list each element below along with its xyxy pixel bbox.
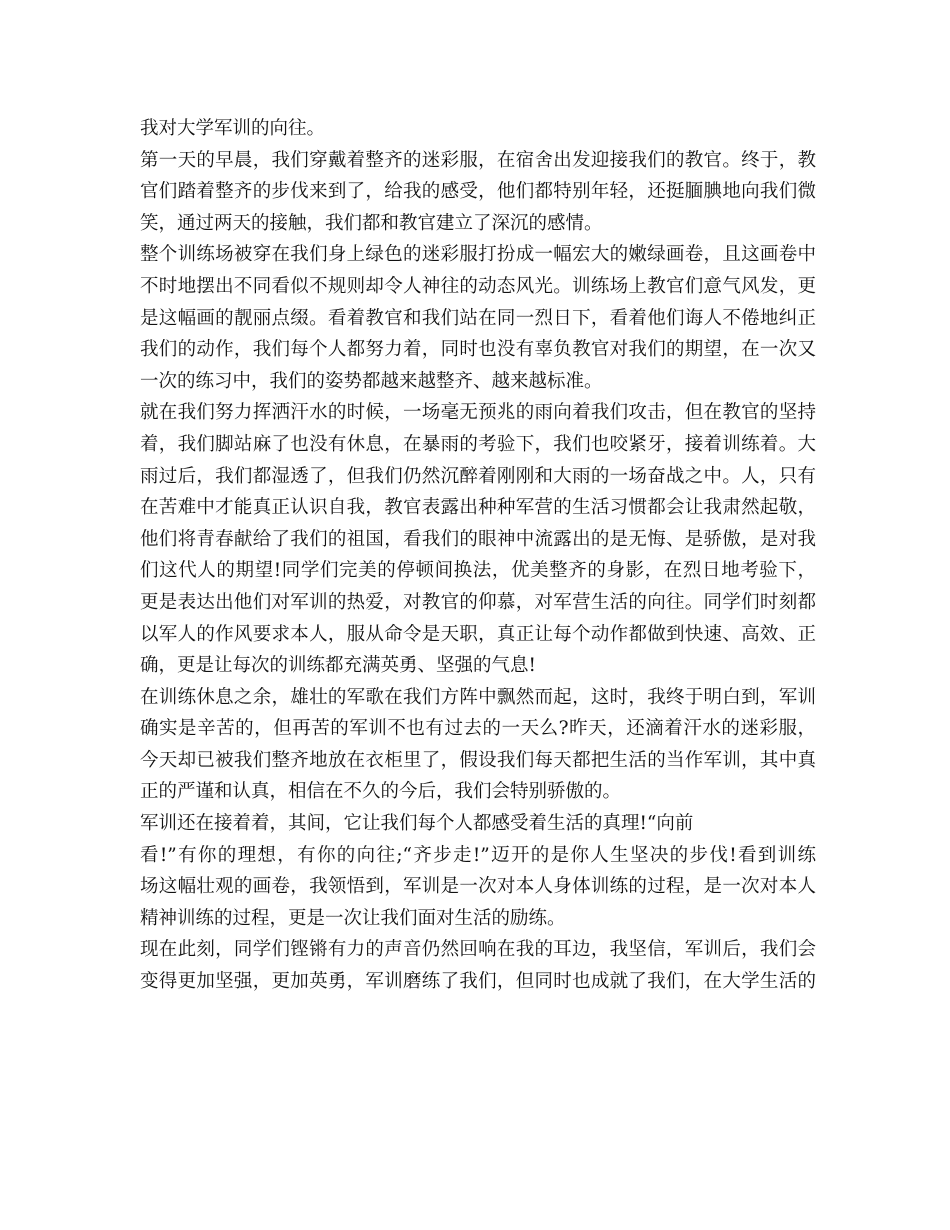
text-line: 精神训练的过程，更是一次让我们面对生活的励练。 bbox=[140, 907, 566, 929]
text-line: 我们的动作，我们每个人都努力着，同时也没有辜负教官对我们的期望，在一次又 bbox=[140, 339, 816, 361]
text-line: 变得更加坚强，更加英勇，军训磨练了我们，但同时也成就了我们，在大学生活的 bbox=[140, 971, 816, 993]
text-line: 雨过后，我们都湿透了，但我们仍然沉醉着刚刚和大雨的一场奋战之中。人，只有 bbox=[140, 465, 816, 487]
text-line: 第一天的早晨，我们穿戴着整齐的迷彩服，在宿舍出发迎接我们的教官。终于，教 bbox=[140, 149, 816, 171]
text-line: 是这幅画的靓丽点缀。看着教官和我们站在同一烈日下，看着他们诲人不倦地纠正 bbox=[140, 307, 816, 329]
text-line: 他们将青春献给了我们的祖国，看我们的眼神中流露出的是无悔、是骄傲，是对我 bbox=[140, 528, 816, 550]
text-line: 军训还在接着着，其间，它让我们每个人都感受着生活的真理!“向前 bbox=[140, 813, 694, 835]
text-line: 就在我们努力挥洒汗水的时候，一场毫无预兆的雨向着我们攻击，但在教官的坚持 bbox=[140, 402, 816, 424]
text-line: 今天却已被我们整齐地放在衣柜里了，假设我们每天都把生活的当作军训，其中真 bbox=[140, 749, 816, 771]
text-line: 看!”有你的理想，有你的向往;“齐步走!”迈开的是你人生坚决的步伐!看到训练 bbox=[140, 844, 816, 866]
text-line: 整个训练场被穿在我们身上绿色的迷彩服打扮成一幅宏大的嫩绿画卷，且这画卷中 bbox=[140, 244, 816, 266]
text-line: 不时地摆出不同看似不规则却令人神往的动态风光。训练场上教官们意气风发，更 bbox=[140, 275, 816, 297]
text-line: 一次的练习中，我们的姿势都越来越整齐、越来越标准。 bbox=[140, 370, 603, 392]
text-line: 官们踏着整齐的步伐来到了，给我的感受，他们都特别年轻，还挺腼腆地向我们微 bbox=[140, 181, 816, 203]
text-line: 在苦难中才能真正认识自我，教官表露出种种军营的生活习惯都会让我肃然起敬， bbox=[140, 497, 816, 519]
text-line: 现在此刻，同学们铿锵有力的声音仍然回响在我的耳边，我坚信，军训后，我们会 bbox=[140, 939, 816, 961]
text-line: 更是表达出他们对军训的热爱，对教官的仰慕，对军营生活的向往。同学们时刻都 bbox=[140, 591, 816, 613]
text-line: 笑，通过两天的接触，我们都和教官建立了深沉的感情。 bbox=[140, 212, 603, 234]
text-line: 场这幅壮观的画卷，我领悟到，军训是一次对本人身体训练的过程，是一次对本人 bbox=[140, 876, 816, 898]
text-line: 以军人的作风要求本人，服从命令是天职，真正让每个动作都做到快速、高效、正 bbox=[140, 623, 816, 645]
text-line: 正的严谨和认真，相信在不久的今后，我们会特别骄傲的。 bbox=[140, 781, 622, 803]
text-line: 确实是辛苦的，但再苦的军训不也有过去的一天么?昨天，还滴着汗水的迷彩服， bbox=[140, 718, 816, 740]
text-line: 们这代人的期望!同学们完美的停顿间换法，优美整齐的身影，在烈日地考验下， bbox=[140, 560, 817, 582]
text-line: 在训练休息之余，雄壮的军歌在我们方阵中飘然而起，这时，我终于明白到，军训 bbox=[140, 686, 816, 708]
text-line: 确，更是让每次的训练都充满英勇、坚强的气息! bbox=[140, 655, 536, 677]
text-line: 我对大学军训的向往。 bbox=[140, 118, 326, 139]
text-line: 着，我们脚站麻了也没有休息，在暴雨的考验下，我们也咬紧牙，接着训练着。大 bbox=[140, 433, 816, 455]
body-text bbox=[140, 113, 816, 998]
